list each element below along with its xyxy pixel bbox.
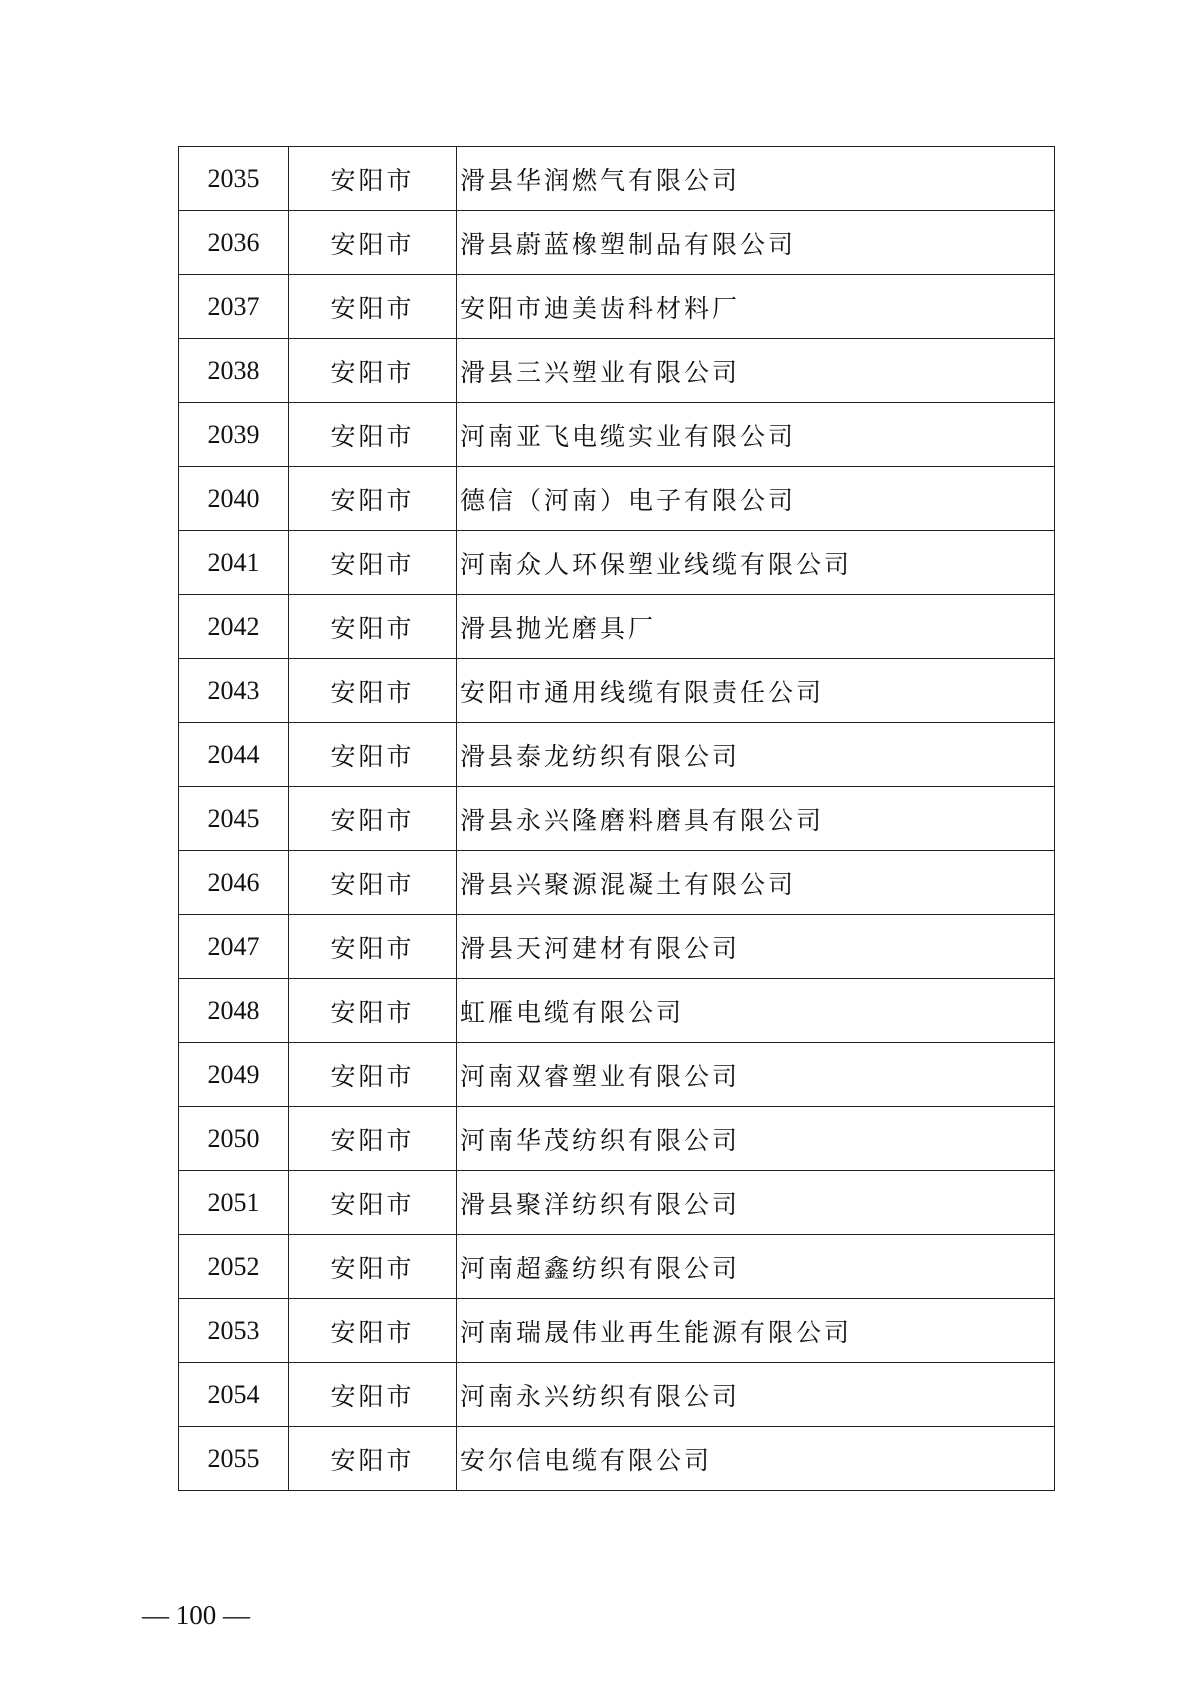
row-company: 滑县华润燃气有限公司 <box>457 147 1055 211</box>
row-city: 安阳市 <box>289 659 457 723</box>
row-company: 虹雁电缆有限公司 <box>457 979 1055 1043</box>
row-company: 河南华茂纺织有限公司 <box>457 1107 1055 1171</box>
table-body <box>179 147 1055 1491</box>
row-company: 滑县泰龙纺织有限公司 <box>457 723 1055 787</box>
row-company: 滑县天河建材有限公司 <box>457 915 1055 979</box>
row-number: 2051 <box>179 1171 289 1235</box>
row-number: 2053 <box>179 1299 289 1363</box>
table-row <box>179 403 1055 467</box>
table-row <box>179 1299 1055 1363</box>
table-row <box>179 1107 1055 1171</box>
table-row <box>179 1235 1055 1299</box>
row-company: 河南永兴纺织有限公司 <box>457 1363 1055 1427</box>
row-company: 安尔信电缆有限公司 <box>457 1427 1055 1491</box>
row-company: 河南双睿塑业有限公司 <box>457 1043 1055 1107</box>
row-city: 安阳市 <box>289 851 457 915</box>
table-row <box>179 1363 1055 1427</box>
row-number: 2054 <box>179 1363 289 1427</box>
row-city: 安阳市 <box>289 1427 457 1491</box>
row-city: 安阳市 <box>289 275 457 339</box>
row-company: 滑县永兴隆磨料磨具有限公司 <box>457 787 1055 851</box>
table-row <box>179 1427 1055 1491</box>
row-city: 安阳市 <box>289 1171 457 1235</box>
table-row <box>179 787 1055 851</box>
table-row <box>179 1171 1055 1235</box>
row-company: 德信（河南）电子有限公司 <box>457 467 1055 531</box>
row-city: 安阳市 <box>289 1363 457 1427</box>
table-row <box>179 723 1055 787</box>
table-row <box>179 275 1055 339</box>
row-number: 2036 <box>179 211 289 275</box>
row-company: 滑县聚洋纺织有限公司 <box>457 1171 1055 1235</box>
row-number: 2042 <box>179 595 289 659</box>
table-row <box>179 467 1055 531</box>
row-city: 安阳市 <box>289 1043 457 1107</box>
table-row <box>179 339 1055 403</box>
row-company: 滑县蔚蓝橡塑制品有限公司 <box>457 211 1055 275</box>
row-company: 滑县抛光磨具厂 <box>457 595 1055 659</box>
table-row <box>179 851 1055 915</box>
row-number: 2047 <box>179 915 289 979</box>
table-row <box>179 659 1055 723</box>
row-city: 安阳市 <box>289 403 457 467</box>
row-company: 河南亚飞电缆实业有限公司 <box>457 403 1055 467</box>
row-number: 2046 <box>179 851 289 915</box>
row-company: 河南瑞晟伟业再生能源有限公司 <box>457 1299 1055 1363</box>
table-row <box>179 1043 1055 1107</box>
table-row <box>179 979 1055 1043</box>
row-company: 安阳市通用线缆有限责任公司 <box>457 659 1055 723</box>
row-number: 2055 <box>179 1427 289 1491</box>
row-company: 滑县兴聚源混凝土有限公司 <box>457 851 1055 915</box>
row-city: 安阳市 <box>289 595 457 659</box>
enterprise-list-table-wrapper <box>178 146 1054 1491</box>
table-row <box>179 147 1055 211</box>
row-city: 安阳市 <box>289 1107 457 1171</box>
row-number: 2041 <box>179 531 289 595</box>
row-number: 2049 <box>179 1043 289 1107</box>
page-number: — 100 — <box>142 1600 250 1630</box>
row-city: 安阳市 <box>289 531 457 595</box>
row-number: 2043 <box>179 659 289 723</box>
row-number: 2038 <box>179 339 289 403</box>
row-city: 安阳市 <box>289 1299 457 1363</box>
table-row <box>179 531 1055 595</box>
row-company: 滑县三兴塑业有限公司 <box>457 339 1055 403</box>
row-city: 安阳市 <box>289 723 457 787</box>
row-company: 安阳市迪美齿科材料厂 <box>457 275 1055 339</box>
row-number: 2035 <box>179 147 289 211</box>
row-company: 河南众人环保塑业线缆有限公司 <box>457 531 1055 595</box>
table-row <box>179 915 1055 979</box>
row-city: 安阳市 <box>289 211 457 275</box>
row-city: 安阳市 <box>289 1235 457 1299</box>
row-number: 2037 <box>179 275 289 339</box>
row-number: 2050 <box>179 1107 289 1171</box>
row-city: 安阳市 <box>289 787 457 851</box>
row-number: 2045 <box>179 787 289 851</box>
row-city: 安阳市 <box>289 147 457 211</box>
row-city: 安阳市 <box>289 467 457 531</box>
row-city: 安阳市 <box>289 915 457 979</box>
row-number: 2044 <box>179 723 289 787</box>
table-row <box>179 211 1055 275</box>
row-number: 2052 <box>179 1235 289 1299</box>
row-company: 河南超鑫纺织有限公司 <box>457 1235 1055 1299</box>
row-number: 2048 <box>179 979 289 1043</box>
row-number: 2039 <box>179 403 289 467</box>
row-city: 安阳市 <box>289 979 457 1043</box>
enterprise-list-table <box>178 146 1055 1491</box>
row-number: 2040 <box>179 467 289 531</box>
row-city: 安阳市 <box>289 339 457 403</box>
table-row <box>179 595 1055 659</box>
